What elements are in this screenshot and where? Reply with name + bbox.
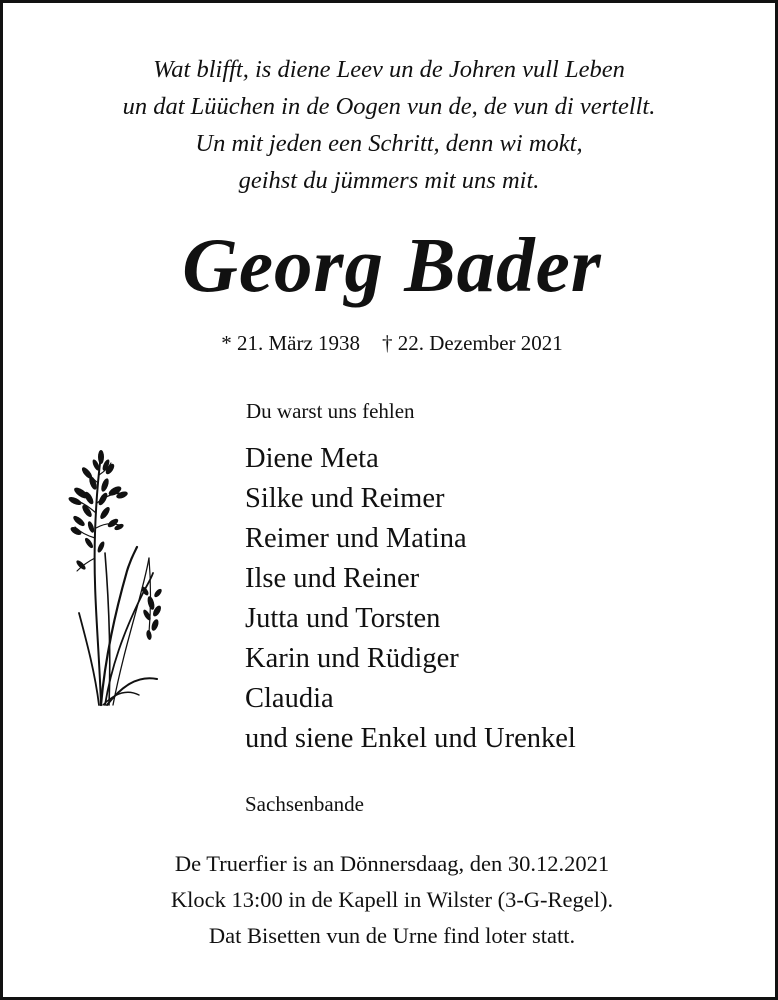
service-line: De Truerfier is an Dönnersdaag, den 30.12.2021 xyxy=(174,851,610,876)
birth-date: * 21. März 1938 xyxy=(221,331,361,355)
service-line: Dat Bisetten vun de Urne find loter statt. xyxy=(208,923,576,948)
mourner-name: Diene Meta xyxy=(245,443,379,474)
death-date: † 22. Dezember 2021 xyxy=(382,331,563,355)
poem-line: geihst du jümmers mit uns mit. xyxy=(238,167,540,194)
poem-line: un dat Lüüchen in de Oogen vun de, de vun di vertellt. xyxy=(122,93,656,120)
mourners-intro: Du warst uns fehlen xyxy=(246,399,415,423)
service-line: Klock 13:00 in de Kapell in Wilster (3-G-Regel). xyxy=(170,887,614,912)
mourner-name: Reimer und Matina xyxy=(245,523,467,554)
mourner-name: Silke und Reimer xyxy=(245,483,445,514)
mourners-list xyxy=(245,439,576,759)
mourner-name: und siene Enkel und Urenkel xyxy=(245,723,576,754)
grass-illustration xyxy=(65,443,169,713)
life-dates xyxy=(3,329,778,357)
funeral-service-info xyxy=(3,846,778,954)
mourner-name: Ilse und Reiner xyxy=(245,563,420,594)
mourner-name: Jutta und Torsten xyxy=(245,603,441,634)
poem-line: Wat blifft, is diene Leev un de Johren vull Leben xyxy=(153,56,625,83)
mourner-name: Claudia xyxy=(245,683,334,714)
memorial-poem xyxy=(3,51,775,199)
mourner-name: Karin und Rüdiger xyxy=(245,643,459,674)
place-name: Sachsenbande xyxy=(245,792,364,816)
poem-line: Un mit jeden een Schritt, denn wi mokt, xyxy=(195,130,583,157)
deceased-name: Georg Bader xyxy=(182,222,602,308)
